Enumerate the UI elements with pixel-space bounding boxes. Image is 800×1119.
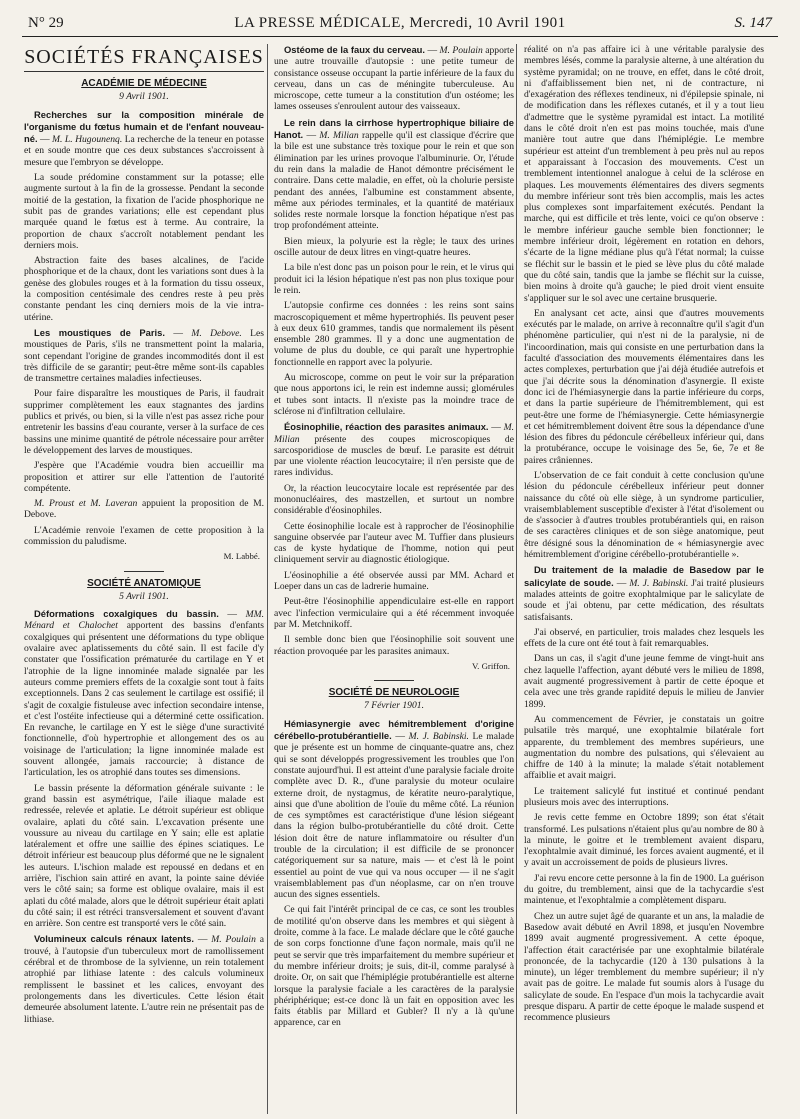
article-heading: Ostéome de la faux du cerveau. — [284, 44, 425, 55]
column-2 — [274, 44, 514, 1114]
article-paragraph: La soude prédomine constamment sur la potasse; elle augmente surtout à la fin de la grossesse. Pendant la seconde moitié de la gestation, la fixation de l'acide phosphorique ne subit pas de grandes variations; elle est cependant plus marquée quand le fœtus est à terme. Au contraire, la proportion de chaux s'accroît notablement pendant les derniers mois. — [24, 172, 264, 251]
article-paragraph: Ostéome de la faux du cerveau. — M. Poulain apporte une autre trouvaille d'autopsie : une petite tumeur de consistance osseuse occupant la partie inférieure de la faux du cerveau, dans un cas de méningite tuberculeuse. Au microscope, cette tumeur a la constitution d'un ostéome; les lames osseuses s'enroulent autour des vaisseaux. — [274, 44, 514, 113]
article-author: M. Poulain — [439, 45, 483, 56]
article-heading: Éosinophilie, réaction des parasites animaux. — [284, 421, 489, 433]
journal-title: LA PRESSE MÉDICALE, Mercredi, 10 Avril 1901 — [234, 15, 566, 31]
article-paragraph: Le rein dans la cirrhose hypertrophique biliaire de Hanot. — M. Milian rappelle qu'il est classique d'écrire que la bile est une substance très toxique pour le rein et que son élimination par les urines provoque l'albuminurie. Or, l'étude du rein dans la maladie de Hanot démontre précisément le contraire. Dans cette maladie, en effet, où la cholurie persiste pendant des années, l'albumine est constamment absente, même aux périodes terminales, et la quantité de matériaux solides reste normale lorsque la fonction hépatique n'est pas trop profondément atteinte. — [274, 116, 514, 232]
article-text: Les moustiques de Paris, s'ils ne transmettent point la malaria, sont cependant l'origine de grandes incommodités dont il est très difficile de se garantir; peut-être même sont-ils capables de transmettre certaines maladies infectieuses. — [24, 327, 264, 385]
article-paragraph: Éosinophilie, réaction des parasites animaux. — M. Milian présente des coupes microscopiques de sarcosporidiose de muscles de bœuf. Le parasite est détruit par une violente réaction leucocytaire; il n'en persiste que de rares individus. — [274, 421, 514, 479]
article-paragraph: réalité on n'a pas affaire ici à une véritable paralysie des membres lésés, comme la paralysie alterne, à une altération du système pyramidal; on ne trouve, en effet, dans le côté droit, ni d'affaiblissement bien net, ni de contracture, ni d'exagération des réflexes tendineux, ni d'épilepsie spinale, ni de modification dans les réflexes cutanés, et il y a tout lieu d'admettre que le système pyramidal est intact. La motilité dans le côté droit n'en est pas moins touchée, mais d'une manière tout autre que dans l'hémiplégie. Le membre supérieur est atteint d'un tremblement à peu près nul au repos et apparaissant à l'occasion des mouvements. C'est un tremblement intentionnel analogue à celui de la sclérose en plaques. Les mouvements élémentaires des divers segments du membre inférieur sont très bien accomplis, mais les actes plus complexes sont imparfaitement exécutés. Pendant la marche, qui est difficile et très lente, voici ce qu'on observe : le membre inférieur gauche semble bien fonctionner; le membre inférieur droit, légèrement en rotation en dehors, s'écarte de la ligne médiane plus qu'à l'état normal; la cuisse se fléchit sur le bassin et le pied se lève plus du côté malade que du côté sain, tandis que la jambe se fléchit sur la cuisse, bien moins à droite qu'à gauche; le pied droit vient ensuite s'appliquer sur le sol avec une certaine brusquerie. — [524, 44, 764, 304]
article-paragraph: Abstraction faite des bases alcalines, de l'acide phosphorique et de la chaux, dont les variations sont dues à la genèse des globules rouges et à la formation du tissu osseux, la composition centésimale des cendres reste à peu près constante pendant les cinq derniers mois de la vie intra-utérine. — [24, 255, 264, 323]
article-author: M. L. Hugounenq. — [52, 134, 123, 146]
column-divider — [267, 44, 268, 1114]
section-title-anatomique: SOCIÉTÉ ANATOMIQUE — [87, 577, 201, 589]
signature: M. Labbé. — [223, 551, 260, 562]
article-paragraph: La bile n'est donc pas un poison pour le rein, et le virus qui produit ici la lésion hépatique n'est pas non plus toxique pour le rein. — [274, 262, 514, 296]
article-heading: Volumineux calculs rénaux latents. — [34, 933, 194, 945]
article-paragraph: Peut-être l'éosinophilie appendiculaire est-elle en rapport avec l'infection vermiculaire qui a été récemment invoquée par M. Metchnikoff. — [274, 596, 514, 630]
article-paragraph: Pour faire disparaître les moustiques de Paris, il faudrait supprimer complètement les eaux stagnantes des jardins publics et privés, ou bien, si la ville n'est pas assez riche pour entretenir les bassins d'eau courante, verser à la surface de ces bassins une minime quantité de pétrole nécessaire pour arrêter le développement des larves de moustiques. — [24, 388, 264, 456]
article-heading: Les moustiques de Paris. — [34, 326, 165, 338]
article-paragraph: Dans un cas, il s'agit d'une jeune femme de vingt-huit ans chez laquelle l'affection, ayant débuté vers le milieu de 1898, avait augmenté progressivement à partir de cette époque et cela avec une très grande rapidité depuis le milieu de Janvier 1899. — [524, 653, 764, 710]
article-paragraph: Déformations coxalgiques du bassin. — MM. Ménard et Chalochet apportent des bassins d'enfants coxalgiques qui présentent une déformations du type oblique ovalaire avec aplatissements du côté sain. Il est facile d'y constater que l'ossification prématurée du cartilage en Y et l'atrophie de la ligne innominée malade signalée par les auteurs comme premiers effets de la coxalgie sont tout à faits exceptionnels. Dans 2 cas seulement le cartilage est ossifié; il s'agit de coxalgie fistuleuse avec infection secondaire intense, et c'est l'ostéite infectieuse qui a déterminé cette ossification. En revanche, le cartilage en Y est le siège d'une suractivité fonctionnelle, d'où hypertrophie et allongement des os au voisinage de l'articulation; la ligne innominée malade est souvent allongée, jamais raccourcie; à distance de l'articulation, les os atrophié dans toutes ses dimensions. — [24, 608, 264, 779]
divider — [374, 680, 414, 681]
article-paragraph: Du traitement de la maladie de Basedow par le salicylate de soude. — M. J. Babinski. J'ai traité plusieurs malades atteints de goitre exophtalmique par le salicylate de soude et j'ai obtenu, par cette médication, des résultats satisfaisants. — [524, 564, 764, 623]
main-title: SOCIÉTÉS FRANÇAISES — [24, 46, 264, 72]
article-paragraph: Il semble donc bien que l'éosinophilie soit souvent une réaction provoquée par les parasites animaux. — [274, 634, 514, 657]
article-text: Le malade que je présente est un homme de cinquante-quatre ans, chez qui se sont développés progressivement les troubles que l'on constate aujourd'hui. Il est atteint d'une paralysie faciale droite complète avec D. R., d'une paralysie du moteur oculaire externe droit, de nystagmus, de kératite neuro-paralytique, ainsi que d'une abolition de l'ouïe du même côté. La réunion de ces symptômes est caractéristique d'une lésion siégeant dans la région bulbo-protubérantielle du côté droit. Cette lésion doit être de nature inflammatoire ou résulter d'un trouble de la circulation; il est difficile de se prononcer catégoriquement sur sa nature, mais — et c'est là le point essentiel au point de vue qui va nous occuper — il ne s'agit vraisemblablement pas d'un néoplasme, car on n'en trouve aucun des signes essentiels. — [274, 731, 514, 901]
signature: V. Griffon. — [471, 660, 510, 671]
issue-number: N° 29 — [28, 15, 64, 31]
article-author: M. Milian — [319, 130, 359, 142]
article-author: M. J. Babinski. — [629, 577, 689, 589]
article-paragraph: Je revis cette femme en Octobre 1899; son état s'était transformé. Les pulsations n'étaient plus qu'au nombre de 80 à la minute, le goitre et le tremblement avaient disparu, l'exophtalmie avait diminué, les forces avaient augmenté, et il y avait un accroissement de poids de plusieurs livres. — [524, 812, 764, 869]
page-header — [22, 12, 778, 37]
article-text: La recherche de la teneur en potasse et en soude montre que ces deux substances s'accroissent à mesure que l'embryon se développe. — [24, 134, 264, 168]
article-paragraph: Recherches sur la composition minérale de l'organisme du fœtus humain et de l'enfant nouveau-né. — M. L. Hugounenq. La recherche de la teneur en potasse et en soude montre que ces deux substances s'accroissent à mesure que l'embryon se développe. — [24, 108, 264, 168]
article-author: M. J. Babinski. — [408, 731, 469, 743]
section-date: 5 Avril 1901. — [119, 590, 169, 602]
article-paragraph: En analysant cet acte, ainsi que d'autres mouvements exécutés par le malade, on arrive à reconnaître qu'il s'agit d'un phénomène particulier, qui n'est ni de la paralysie, ni de l'incoordination, mais qui consiste en une perturbation dans la faculté d'association des mouvements élémentaires dans les actes complexes, perturbation que j'ai déjà étudiée autrefois et que j'ai décrite sous la dénomination d'asynergie. Il existe donc ici de l'hémiasynergie dans la partie inférieure du corps, et dans la partie supérieure de l'hémitremblement, qui est peut-être une forme de l'hémiasynergie. Cette hémiasynergie et cet hémitremblement doivent être sous la dépendance d'une lésion des fibres du pédoncule cérébelleux inférieur qui, dans la protubérance, occupe le voisinage des 5e, 6e, 7e et 8e paires crâniennes. — [524, 307, 764, 466]
article-text: J'ai traité plusieurs malades atteints de goitre exophtalmique par le salicylate de soude et j'ai obtenu, par cette médication, des résultats satisfaisants. — [524, 577, 764, 623]
section-title-neurologie: SOCIÉTÉ DE NEUROLOGIE — [328, 687, 460, 699]
article-author: M. Milian — [274, 422, 514, 445]
article-paragraph: L'autopsie confirme ces données : les reins sont sains macroscopiquement et même hypertrophiés. Ils peuvent peser à eux deux 610 grammes, tandis que normalement ils pèsent ensemble 280 grammes. Il y a donc une augmentation de volume de plus du double, ce qui paraît une hypertrophie fonctionnelle en rapport avec la polyurie. — [274, 300, 514, 368]
article-paragraph: Ce qui fait l'intérêt principal de ce cas, ce sont les troubles de motilité qu'on observe dans les membres et qui siègent à droite, comme à la face. Le malade déclare que le côté gauche de son corps fonctionne d'une façon normale, mais qu'il ne peut se servir que très imparfaitement du membre supérieur et du membre inférieur droits; je suis, dit-il, comme paralysé à droite. Or, on sait que l'hémiplégie protubérantielle est alterne lorsque la paralysie faciale a les caractères de la paralysie phériphérique; est-ce donc là un fait en opposition avec les faits établis par Millard et Gubler? Il n'y a là qu'une apparence, car en — [274, 904, 514, 1029]
article-text: appuient la proposition de M. Debove. — [24, 498, 264, 521]
article-paragraph: Le traitement salicylé fut institué et continué pendant plusieurs mois avec des interruptions. — [524, 785, 764, 808]
article-paragraph: Au commencement de Février, je constatais un goitre pulsatile très marqué, une exophtalmie bilatérale fort apparente, du tremblement des membres supérieurs, une augmentation du nombre des pulsations, qui s'élevaient au chiffre de 140 à la minute; la malade s'était notablement affaiblie et avait maigri. — [524, 713, 764, 782]
divider — [124, 571, 164, 572]
article-text: a trouvé, à l'autopsie d'un tuberculeux mort de ramollissement cérébral et de thrombose de la sylvienne, un rein totalement atrophié par lithiase latente : des calculs volumineux remplissent le bassinet et les calices, envoyant des prolongements dans les diverticules. Cette lésion était demeurée absolument latente. L'autre rein ne présentait pas de lithiase. — [24, 934, 264, 1025]
article-author: MM. Ménard et Chalochet — [24, 609, 264, 632]
article-paragraph: L'éosinophilie a été observée aussi par MM. Achard et Loeper dans un cas de ladrerie humaine. — [274, 569, 514, 593]
column-divider — [516, 44, 517, 1114]
article-author: M. Proust et M. Laveran — [34, 498, 138, 510]
article-paragraph: Le bassin présente la déformation générale suivante : le grand bassin est asymétrique, l'aile iliaque malade est redressée, relevée et aplatie. Le détroit supérieur est oblique ovalaire, aplati du côté sain. L'excavation présente une voussure au niveau du cartilage en Y sain; elle est aplatie latéralement et offre une saillie des épines sciatiques. Le détroit inférieur est beaucoup plus déformé que ne le signalent les auteurs. L'ischion malade est repoussé en dedans et en arrière, l'ischion sain attiré en avant, la pointe saine déviée vers le côté sain; sa forme est oblique ovalaire, mais il est aplati du côté malade, alors que le détroit supérieur était aplati du côté sain; il est rétréci transversalement et souvent d'avant en arrière. Son centre est transporté vers le côté sain. — [24, 782, 264, 930]
article-text: apportent des bassins d'enfants coxalgiques qui présentent une déformations du type oblique ovalaire avec aplatissements du côté sain. Il est facile d'y constater que l'ossification prématurée du cartilage en Y et l'atrophie de la ligne innominée malade signalée par les auteurs comme premiers effets de la coxalgie sont tout à faits exceptionnels. Dans 2 cas seulement le cartilage est ossifié; il s'agit de coxalgie fistuleuse avec infection secondaire intense, et c'est l'ostéite infectieuse qui a déterminé cette ossification. En revanche, le cartilage en Y est le siège d'une suractivité fonctionnelle, d'où hypertrophie et allongement des os au voisinage de l'articulation; la ligne innominée malade est souvent allongée, jamais raccourcie; à distance de l'articulation, les os atrophié dans toutes ses dimensions. — [24, 620, 264, 779]
article-heading: Hémiasynergie avec hémitremblement d'origine cérébello-protubérantielle. — [274, 717, 514, 742]
article-paragraph: Hémiasynergie avec hémitremblement d'origine cérébello-protubérantielle. — M. J. Babinski. Le malade que je présente est un homme de cinquante-quatre ans, chez qui se sont développés progressivement les troubles que l'on constate aujourd'hui. Il est atteint d'une paralysie faciale droite complète avec D. R., d'une paralysie du moteur oculaire externe droit, de nystagmus, de kératite neuro-paralytique, ainsi que d'une abolition de l'ouïe du même côté. La réunion de ces symptômes est caractéristique d'une lésion siégeant dans la région bulbo-protubérantielle du côté droit. Cette lésion doit être de nature inflammatoire ou résulter d'un trouble de la circulation; il est difficile de se prononcer catégoriquement sur sa nature, mais — et c'est là le point essentiel au point de vue qui va nous occuper — il ne s'agit vraisemblablement pas d'un néoplasme, car on n'en trouve aucun des signes essentiels. — [274, 717, 514, 901]
article-paragraph: J'ai observé, en particulier, trois malades chez lesquels les effets de la cure ont été tout à fait remarquables. — [524, 626, 764, 650]
section-date: 9 Avril 1901. — [119, 91, 169, 103]
section-date: 7 Février 1901. — [364, 700, 424, 712]
article-heading: Du traitement de la maladie de Basedow par le salicylate de soude. — [524, 564, 764, 588]
page-number: S. 147 — [734, 15, 772, 31]
column-3 — [524, 44, 764, 1114]
article-paragraph: L'observation de ce fait conduit à cette conclusion qu'une lésion du pédoncule cérébelleux inférieur peut donner naissance du côté où elle siège, à un syndrome particulier, vraisemblablement susceptible d'exister à l'état d'isolement ou de s'associer à d'autres troubles protubérantiels qui, en raison de ses caractères cliniques et de son siège anatomique, peut être désigné sous la dénomination de « hémiasynergie avec hémitremblement d'origine cérébello-protubérantielle ». — [524, 469, 764, 561]
article-paragraph: L'Académie renvoie l'examen de cette proposition à la commission du paludisme. — [24, 524, 264, 547]
article-paragraph: Or, la réaction leucocytaire locale est représentée par des mononucléaires, des mastzellen, et surtout un nombre considérable d'éosinophiles. — [274, 482, 514, 517]
article-paragraph — [24, 498, 264, 521]
section-title-academie: ACADÉMIE DE MÉDECINE — [81, 78, 207, 89]
article-text: apporte une autre trouvaille d'autopsie : une petite tumeur de consistance osseuse occupant la partie inférieure de la faux du cerveau, dans un cas de méningite tuberculeuse. Au microscope, cette tumeur a la constitution d'un ostéome; les lames osseuses s'enroulent autour des vaisseaux. — [274, 45, 514, 113]
article-paragraph: Bien mieux, la polyurie est la règle; le taux des urines oscille autour de deux litres en vingt-quatre heures. — [274, 235, 514, 259]
article-author: M. Poulain — [211, 934, 256, 946]
article-heading: Déformations coxalgiques du bassin. — [34, 608, 219, 620]
article-paragraph: Cette éosinophilie locale est à rapprocher de l'éosinophilie sanguine observée par l'auteur avec M. Tuffier dans plusieurs cas de kyste hydatique de l'homme, notion qui peut cliniquement servir au diagnostic étiologique. — [274, 520, 514, 566]
article-heading: Recherches sur la composition minérale de l'organisme du fœtus humain et de l'enfant nouveau-né. — [24, 108, 264, 145]
article-paragraph: J'ai revu encore cette personne à la fin de 1900. La guérison du goitre, du tremblement, ainsi que de la tachycardie s'est maintenue, et l'exophtalmie a complètement disparu. — [524, 872, 764, 907]
article-paragraph: Les moustiques de Paris. — M. Debove. Les moustiques de Paris, s'ils ne transmettent point la malaria, sont cependant l'origine de grandes incommodités dont il est très difficile de se garantir; peut-être même sont-ils capables de transmettre certaines maladies infectieuses. — [24, 326, 264, 385]
article-paragraph: Chez un autre sujet âgé de quarante et un ans, la maladie de Basedow avait débuté en Avril 1898, et jusqu'en Novembre 1899 avait augmenté progressivement. A cette époque, l'affection était caractérisée par une exophtalmie bilatérale prononcée, de la tachycardie (120 à 130 pulsations à la minute), un léger tremblement du membre supérieur; il n'y avait pas de goitre. Le malade fut soumis alors à l'usage du salicylate de soude. En l'espace d'un mois la tachycardie avait presque disparu. A partir de cette époque le malade suspend et recommence plusieurs — [524, 910, 764, 1024]
article-text: présente des coupes microscopiques de sarcosporidiose de muscles de bœuf. Le parasite est détruit par une violente réaction leucocytaire; il n'en persiste que de rares individus. — [274, 433, 514, 479]
article-paragraph: J'espère que l'Académie voudra bien accueillir ma proposition et attirer sur elle l'attention de l'autorité compétente. — [24, 460, 264, 494]
article-paragraph: Volumineux calculs rénaux latents. — M. Poulain a trouvé, à l'autopsie d'un tuberculeux mort de ramollissement cérébral et de thrombose de la sylvienne, un rein totalement atrophié par lithiase latente : des calculs volumineux remplissent le bassinet et les calices, envoyant des prolongements dans les diverticules. Cette lésion était demeurée absolument latente. L'autre rein ne présentait pas de lithiase. — [24, 933, 264, 1025]
article-paragraph: Au microscope, comme on peut le voir sur la préparation que nous apportons ici, le rein est indemne aussi; glomérules et tubes sont intacts. Il n'existe pas la moindre trace de sclérose ni d'infiltration cellulaire. — [274, 372, 514, 417]
article-text: rappelle qu'il est classique d'écrire que la bile est une substance très toxique pour le rein et que son élimination par les urines provoque l'albuminurie. Or, l'étude du rein dans la maladie de Hanot démontre précisément le contraire. Dans cette maladie, en effet, où la cholurie persiste pendant des années, l'albumine est constamment absente, même aux périodes terminales, et la quantité de matériaux solides reste normale lorsque la fonction hépatique n'est pas trop profondément atteinte. — [274, 130, 514, 232]
article-heading: Le rein dans la cirrhose hypertrophique biliaire de Hanot. — [274, 116, 514, 141]
column-1 — [24, 44, 264, 1114]
article-author: M. Debove. — [191, 327, 242, 339]
